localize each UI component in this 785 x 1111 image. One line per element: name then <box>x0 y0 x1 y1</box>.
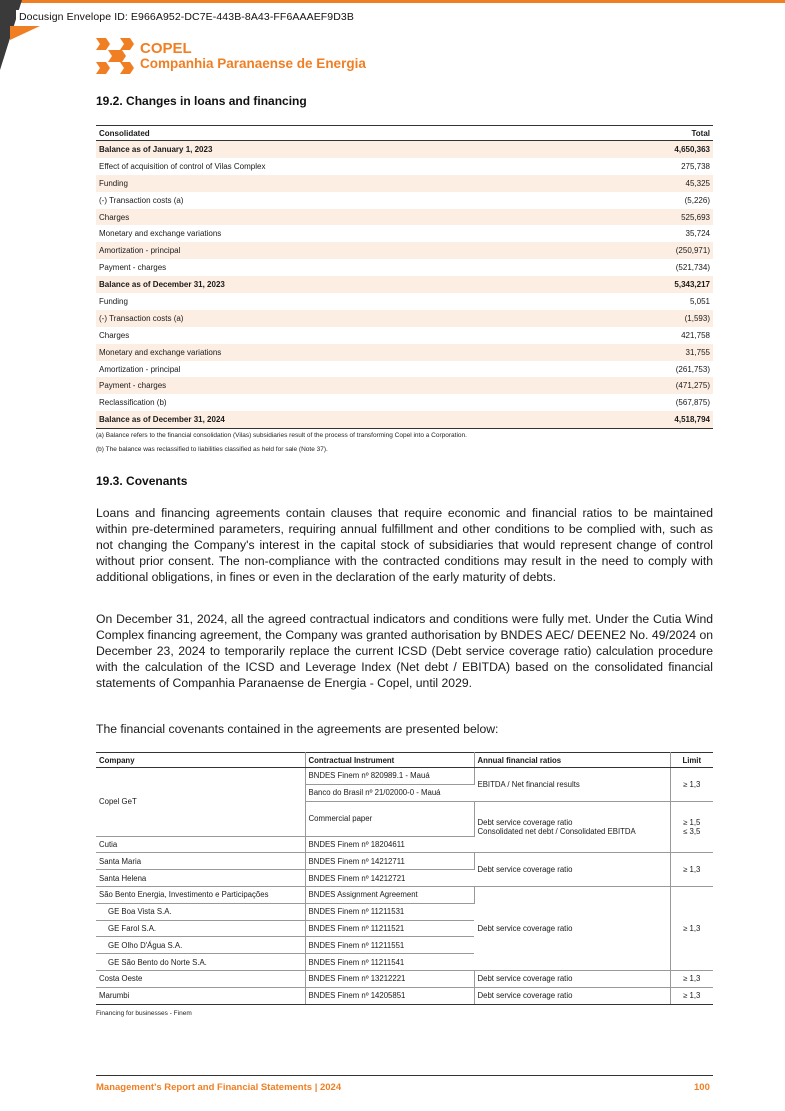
ratio-cell: Debt service coverage ratio <box>474 970 670 987</box>
row-label: Charges <box>99 330 130 340</box>
header-company: Company <box>96 753 305 768</box>
table-row <box>96 141 713 158</box>
table-row <box>96 242 713 259</box>
corner-accent <box>10 26 40 40</box>
row-label: Balance as of January 1, 2023 <box>96 141 593 158</box>
covenants-table <box>96 752 713 1005</box>
row-value: 45,325 <box>593 175 713 192</box>
logo-name: COPEL <box>140 40 192 57</box>
instrument-cell: BNDES Finem nº 11211521 <box>305 920 474 937</box>
covenants-paragraph-3: The financial covenants contained in the agreements are presented below: <box>96 722 499 736</box>
instrument-cell: BNDES Finem nº 14205851 <box>305 987 474 1004</box>
row-value: 421,758 <box>681 330 710 340</box>
company-cell: Marumbi <box>96 987 305 1004</box>
limit-line: ≤ 3,5 <box>683 826 701 836</box>
table-row <box>96 276 713 293</box>
limit-cell <box>670 801 713 853</box>
envelope-id: Docusign Envelope ID: E966A952-DC7E-443B-8A43-FF6AAAEF9D3B <box>16 10 357 24</box>
instrument-cell: BNDES Finem nº 11211541 <box>305 954 474 971</box>
company-cell: Santa Helena <box>96 870 305 887</box>
row-value: 5,051 <box>689 296 710 306</box>
table-row <box>96 970 713 987</box>
loans-header-total: Total <box>593 126 713 141</box>
row-label: Balance as of December 31, 2023 <box>96 276 593 293</box>
row-value: 275,738 <box>681 161 710 171</box>
header-instrument: Contractual Instrument <box>305 753 474 768</box>
logo-full-name: Companhia Paranaense de Energia <box>140 56 366 71</box>
company-cell: Cutia <box>96 836 305 853</box>
row-label: Funding <box>96 175 593 192</box>
limit-cell: ≥ 1,3 <box>670 853 713 887</box>
instrument-cell: Banco do Brasil nº 21/02000-0 - Mauá <box>305 784 474 801</box>
table-row <box>96 327 713 344</box>
row-value: 5,343,217 <box>593 276 713 293</box>
row-value: (5,226) <box>684 195 710 205</box>
instrument-cell: BNDES Assignment Agreement <box>305 886 474 903</box>
loans-footnote-a: (a) Balance refers to the financial consolidation (Vilas) subsidiaries result of the process of transforming Copel into a Corporation. <box>96 432 467 439</box>
instrument-cell: BNDES Finem nº 14212711 <box>305 853 474 870</box>
table-row <box>96 394 713 411</box>
table-row <box>96 175 713 192</box>
row-label: Payment - charges <box>99 263 167 273</box>
footer-divider <box>96 1075 713 1076</box>
company-cell: Costa Oeste <box>96 970 305 987</box>
footer-report-title: Management's Report and Financial Statements | 2024 <box>96 1082 342 1093</box>
limit-cell: ≥ 1,3 <box>670 970 713 987</box>
header-limit: Limit <box>670 753 713 768</box>
company-cell: GE Farol S.A. <box>96 920 305 937</box>
row-value: (521,734) <box>675 263 710 273</box>
row-label: Monetary and exchange variations <box>96 344 593 361</box>
row-value: (567,875) <box>675 398 710 408</box>
ratio-line: Consolidated net debt / Consolidated EBITDA <box>477 826 636 836</box>
table-row <box>96 411 713 428</box>
row-label: Funding <box>99 296 128 306</box>
covenants-paragraph-2: On December 31, 2024, all the agreed contractual indicators and conditions were fully met. Under the Cutia Wind Complex financing agreement, the Company was granted authorisation by BNDES AEC/ DEENE2 No. 49/2024 on December 23, 2024 to temporarily replace the current ICSD (Debt service coverage ratio) calculation procedure with the calculation of the ICSD and Leverage Index (Net debt / EBITDA) based on the consolidated financial statements of Companhia Paranaense de Energia - Copel, until 2029. <box>96 612 713 691</box>
top-accent-stripe <box>0 0 785 3</box>
ratio-line: Debt service coverage ratio <box>477 817 573 827</box>
company-cell: GE Boa Vista S.A. <box>96 903 305 920</box>
loans-section-title: 19.2. Changes in loans and financing <box>96 94 307 108</box>
instrument-cell: BNDES Finem nº 11211551 <box>305 937 474 954</box>
copel-logo-icon <box>96 38 134 74</box>
covenants-paragraph-1: Loans and financing agreements contain clauses that require economic and financial ratios to be maintained within pre-determined parameters, requiring annual fulfillment and other conditions to be complied with, such as not changing the Company's interest in the capital stock of subsidiaries that would represent change of control without prior consent. The non-compliance with the contracted conditions may result in the need to comply with additional obligations, in fines or even in the declaration of the early maturity of debts. <box>96 506 713 585</box>
company-cell: Santa Maria <box>96 853 305 870</box>
limit-line: ≥ 1,5 <box>683 817 701 827</box>
table-row <box>96 259 713 276</box>
loans-header-row <box>96 126 713 141</box>
company-cell: GE São Bento do Norte S.A. <box>96 954 305 971</box>
ratio-cell: Debt service coverage ratio <box>474 853 670 887</box>
row-value: 4,518,794 <box>593 411 713 428</box>
table-row <box>96 768 713 785</box>
table-row <box>96 886 713 903</box>
row-label: Payment - charges <box>96 377 593 394</box>
table-row <box>96 310 713 327</box>
loans-footnote-b: (b) The balance was reclassified to liabilities classified as held for sale (Note 37). <box>96 446 328 453</box>
covenants-footnote: Financing for businesses - Finem <box>96 1010 192 1017</box>
instrument-cell: BNDES Finem nº 18204611 <box>305 836 474 853</box>
copel-logo <box>96 38 366 74</box>
ratio-cell: Debt service coverage ratio <box>474 886 670 970</box>
loans-table <box>96 125 713 429</box>
row-label: Monetary and exchange variations <box>99 229 222 239</box>
ratio-cell <box>474 801 670 853</box>
limit-cell: ≥ 1,3 <box>670 768 713 802</box>
covenants-header-row <box>96 753 713 768</box>
row-label: Amortization - principal <box>99 364 181 374</box>
instrument-cell: BNDES Finem nº 13212221 <box>305 970 474 987</box>
row-value: (250,971) <box>593 242 713 259</box>
row-value: (261,753) <box>675 364 710 374</box>
loans-header-label: Consolidated <box>96 126 593 141</box>
table-row <box>96 377 713 394</box>
limit-cell: ≥ 1,3 <box>670 886 713 970</box>
table-row <box>96 987 713 1004</box>
row-label: Reclassification (b) <box>99 398 167 408</box>
row-label: Effect of acquisition of control of Vilas Complex <box>99 161 266 171</box>
instrument-cell: BNDES Finem nº 11211531 <box>305 903 474 920</box>
table-row <box>96 293 713 310</box>
row-value: 31,755 <box>593 344 713 361</box>
table-row <box>96 192 713 209</box>
table-row <box>96 344 713 361</box>
table-row <box>96 225 713 242</box>
row-label: Amortization - principal <box>96 242 593 259</box>
row-value: 4,650,363 <box>593 141 713 158</box>
row-value: 35,724 <box>685 229 710 239</box>
instrument-cell: Commercial paper <box>305 801 474 836</box>
ratio-cell: Debt service coverage ratio <box>474 987 670 1004</box>
ratio-cell: EBITDA / Net financial results <box>474 768 670 802</box>
covenants-section-title: 19.3. Covenants <box>96 474 188 488</box>
table-row <box>96 361 713 378</box>
row-label: (-) Transaction costs (a) <box>99 195 184 205</box>
limit-cell: ≥ 1,3 <box>670 987 713 1004</box>
row-value: (1,593) <box>593 310 713 327</box>
table-row <box>96 853 713 870</box>
row-value: (471,275) <box>593 377 713 394</box>
table-row <box>96 158 713 175</box>
company-cell: GE Olho D'Água S.A. <box>96 937 305 954</box>
row-value: 525,693 <box>593 209 713 226</box>
page-number: 100 <box>694 1082 710 1093</box>
instrument-cell: BNDES Finem nº 14212721 <box>305 870 474 887</box>
table-row <box>96 209 713 226</box>
row-label: (-) Transaction costs (a) <box>96 310 593 327</box>
company-cell: São Bento Energia, Investimento e Participações <box>96 886 305 903</box>
instrument-cell: BNDES Finem nº 820989.1 - Mauá <box>305 768 474 785</box>
company-cell: Copel GeT <box>96 768 305 837</box>
header-ratios: Annual financial ratios <box>474 753 670 768</box>
row-label: Charges <box>96 209 593 226</box>
row-label: Balance as of December 31, 2024 <box>96 411 593 428</box>
